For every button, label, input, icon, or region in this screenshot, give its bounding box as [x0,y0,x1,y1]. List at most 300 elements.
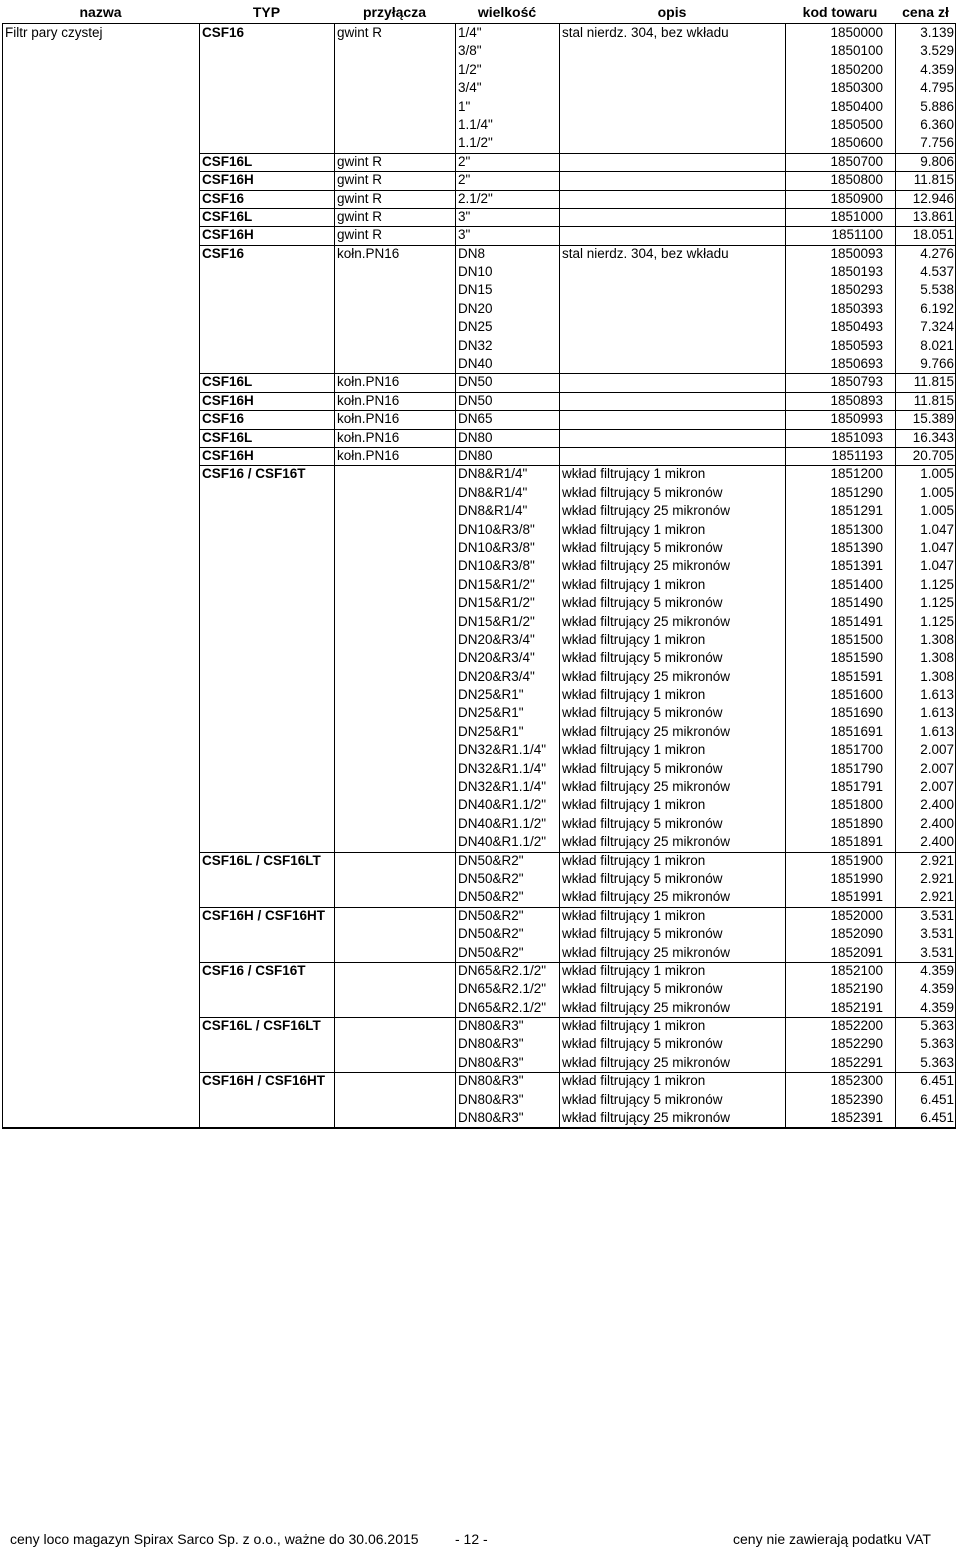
cell-wielkosc: DN32&R1.1/4" [458,779,547,795]
cell-kod-towaru: 1850500 [830,116,883,132]
table-bottom-rule [2,1127,956,1129]
cell-nazwa [2,79,199,97]
cell-przylacza: gwint R [337,190,383,206]
cell-opis: wkład filtrujący 1 mikron [562,521,706,537]
cell-przylacza [334,741,455,759]
cell-typ [199,116,334,134]
table-row [2,649,956,667]
cell-kod-towaru: 1852090 [830,926,883,942]
cell-typ [199,870,334,888]
cell-wielkosc: DN10 [458,264,493,280]
cell-kod-towaru: 1850600 [830,135,883,151]
cell-cena: 4.359 [920,61,954,77]
cell-cena: 2.400 [920,815,954,831]
cell-kod-towaru: 1851390 [830,539,883,555]
cell-przylacza [334,1109,455,1127]
group-divider [199,852,956,853]
cell-cena: 4.359 [920,981,954,997]
cell-cena: 1.047 [920,558,954,574]
cell-nazwa [2,631,199,649]
cell-nazwa [2,594,199,612]
cell-wielkosc: DN80&R3" [458,1018,524,1034]
cell-kod-towaru: 1851093 [830,429,883,445]
cell-przylacza [334,1054,455,1072]
cell-wielkosc: 3" [458,208,471,224]
cell-nazwa [2,944,199,962]
cell-kod-towaru: 1852290 [830,1036,883,1052]
table-row [2,355,956,373]
cell-opis [559,208,785,226]
table-row [2,741,956,759]
cell-nazwa [2,778,199,796]
cell-wielkosc: 3/4" [458,80,482,96]
cell-kod-towaru: 1851391 [830,558,883,574]
cell-wielkosc: DN80&R3" [458,1036,524,1052]
cell-opis: wkład filtrujący 1 mikron [562,687,706,703]
cell-nazwa [2,484,199,502]
group-divider [199,245,956,246]
cell-opis [559,134,785,152]
cell-nazwa: Filtr pary czystej [5,25,103,40]
table-row [2,502,956,520]
cell-cena: 1.125 [920,595,954,611]
cell-typ [199,613,334,631]
cell-kod-towaru: 1850593 [830,337,883,353]
cell-przylacza [334,944,455,962]
cell-nazwa [2,723,199,741]
cell-opis [559,447,785,465]
cell-wielkosc: DN80&R3" [458,1073,524,1089]
cell-przylacza [334,594,455,612]
cell-typ [199,263,334,281]
cell-nazwa [2,355,199,373]
table-row [2,980,956,998]
cell-wielkosc: DN8&R1/4" [458,484,528,500]
table-row [2,281,956,299]
cell-nazwa [2,833,199,851]
cell-wielkosc: DN50&R2" [458,870,524,886]
cell-cena: 6.451 [920,1073,954,1089]
cell-cena: 1.047 [920,521,954,537]
cell-kod-towaru: 1851990 [830,870,883,886]
cell-wielkosc: DN50&R2" [458,926,524,942]
cell-wielkosc: DN32&R1.1/4" [458,760,547,776]
table-row [2,907,956,925]
cell-cena: 2.400 [920,834,954,850]
cell-wielkosc: 1.1/4" [458,116,493,132]
cell-kod-towaru: 1851700 [830,742,883,758]
cell-opis [559,153,785,171]
cell-wielkosc: DN10&R3/8" [458,521,535,537]
cell-wielkosc: DN25&R1" [458,687,524,703]
cell-typ [199,1109,334,1127]
cell-typ: CSF16 [202,190,245,206]
group-divider [199,392,956,393]
cell-wielkosc: DN8 [458,245,486,261]
header-nazwa: nazwa [79,4,122,20]
cell-nazwa [2,760,199,778]
cell-typ: CSF16 [202,25,245,40]
cell-przylacza [334,557,455,575]
cell-nazwa [2,962,199,980]
cell-kod-towaru: 1852300 [830,1073,883,1089]
column-rule [2,24,3,1127]
cell-nazwa [2,888,199,906]
cell-typ [199,576,334,594]
cell-kod-towaru: 1851291 [830,503,883,519]
cell-przylacza [334,355,455,373]
table-row [2,465,956,483]
cell-wielkosc: DN15&R1/2" [458,613,535,629]
table-row [2,944,956,962]
cell-opis: wkład filtrujący 25 mikronów [562,999,731,1015]
cell-wielkosc: DN50 [458,392,493,408]
footer-vat-note: ceny nie zawierają podatku VAT [733,1531,931,1547]
cell-nazwa [2,281,199,299]
cell-nazwa [2,852,199,870]
cell-opis: wkład filtrujący 5 mikronów [562,815,723,831]
cell-opis: wkład filtrujący 1 mikron [562,852,706,868]
cell-cena: 4.276 [920,245,954,261]
cell-kod-towaru: 1852000 [830,907,883,923]
cell-kod-towaru: 1851193 [831,447,883,463]
cell-typ: CSF16L [202,374,253,390]
cell-cena: 3.529 [920,43,954,59]
cell-typ: CSF16 / CSF16T [202,962,306,978]
cell-opis: wkład filtrujący 5 mikronów [562,595,723,611]
table-row [2,557,956,575]
cell-cena: 1.613 [920,723,954,739]
price-table [2,2,956,1127]
cell-nazwa [2,557,199,575]
cell-typ [199,300,334,318]
cell-nazwa [2,300,199,318]
cell-przylacza [334,962,455,980]
cell-cena: 3.139 [920,25,954,40]
cell-nazwa [2,318,199,336]
cell-typ: CSF16 [202,245,245,261]
cell-typ [199,925,334,943]
cell-przylacza [334,263,455,281]
cell-cena: 1.125 [920,576,954,592]
cell-kod-towaru: 1850300 [830,80,883,96]
cell-opis [559,79,785,97]
cell-wielkosc: DN40&R1.1/2" [458,797,547,813]
cell-typ [199,61,334,79]
cell-nazwa [2,465,199,483]
cell-kod-towaru: 1851691 [830,723,883,739]
cell-opis: wkład filtrujący 5 mikronów [562,539,723,555]
cell-kod-towaru: 1850200 [830,61,883,77]
cell-nazwa [2,1035,199,1053]
cell-nazwa [2,61,199,79]
cell-typ [199,1091,334,1109]
cell-przylacza: gwint R [337,227,383,243]
cell-typ: CSF16 / CSF16T [202,466,306,482]
cell-typ [199,649,334,667]
cell-cena: 15.389 [912,411,954,427]
cell-wielkosc: 1" [458,98,471,114]
cell-wielkosc: DN32 [458,337,493,353]
cell-przylacza [334,1091,455,1109]
header-cena: cena zł [902,4,949,20]
cell-wielkosc: DN32&R1.1/4" [458,742,547,758]
cell-cena: 4.795 [920,80,954,96]
cell-opis: wkład filtrujący 1 mikron [562,466,706,482]
cell-typ [199,502,334,520]
cell-wielkosc: DN40&R1.1/2" [458,834,547,850]
table-row [2,208,956,226]
cell-przylacza [334,98,455,116]
cell-cena: 2.921 [920,889,954,905]
cell-cena: 1.308 [920,631,954,647]
cell-opis [559,171,785,189]
cell-kod-towaru: 1852100 [830,962,883,978]
cell-opis: wkład filtrujący 1 mikron [562,631,706,647]
cell-cena: 5.363 [920,1036,954,1052]
cell-cena: 1.613 [920,705,954,721]
cell-cena: 4.359 [920,999,954,1015]
cell-typ [199,668,334,686]
cell-wielkosc: DN50&R2" [458,944,524,960]
cell-nazwa [2,649,199,667]
cell-nazwa [2,134,199,152]
table-row [2,704,956,722]
group-divider [199,226,956,227]
table-row [2,245,956,263]
cell-opis [559,337,785,355]
cell-opis: wkład filtrujący 5 mikronów [562,760,723,776]
cell-opis [559,226,785,244]
cell-przylacza [334,723,455,741]
cell-cena: 18.051 [912,227,954,243]
cell-przylacza: kołn.PN16 [337,411,400,427]
cell-przylacza [334,668,455,686]
cell-nazwa [2,447,199,465]
cell-nazwa [2,226,199,244]
cell-nazwa [2,999,199,1017]
cell-nazwa [2,208,199,226]
cell-przylacza [334,778,455,796]
cell-przylacza: kołn.PN16 [337,447,400,463]
table-row [2,1072,956,1090]
cell-opis: wkład filtrujący 25 mikronów [562,834,731,850]
footer-validity-note: ceny loco magazyn Spirax Sarco Sp. z o.o., ważne do 30.06.2015 [10,1531,419,1547]
cell-wielkosc: 2" [458,172,471,188]
cell-kod-towaru: 1851890 [830,815,883,831]
cell-przylacza [334,539,455,557]
table-row [2,134,956,152]
cell-cena: 13.861 [912,208,954,224]
cell-przylacza [334,484,455,502]
cell-opis: wkład filtrujący 1 mikron [562,742,706,758]
cell-przylacza: kołn.PN16 [337,374,400,390]
cell-opis: wkład filtrujący 5 mikronów [562,484,723,500]
cell-przylacza [334,318,455,336]
column-rule [559,24,560,1127]
cell-wielkosc: 1/2" [458,61,482,77]
cell-opis [559,263,785,281]
cell-przylacza [334,686,455,704]
cell-nazwa [2,925,199,943]
cell-wielkosc: DN8&R1/4" [458,466,528,482]
cell-typ [199,760,334,778]
cell-wielkosc: DN40 [458,356,493,372]
cell-cena: 3.531 [920,944,954,960]
cell-przylacza [334,760,455,778]
table-row [2,171,956,189]
cell-wielkosc: DN25 [458,319,493,335]
cell-typ [199,815,334,833]
cell-cena: 1.308 [920,668,954,684]
cell-nazwa [2,1017,199,1035]
table-row [2,925,956,943]
table-row [2,226,956,244]
cell-przylacza [334,337,455,355]
cell-cena: 7.756 [920,135,954,151]
cell-opis: wkład filtrujący 1 mikron [562,962,706,978]
cell-wielkosc: DN50&R2" [458,852,524,868]
header-kod-towaru: kod towaru [802,4,878,20]
cell-przylacza: gwint R [337,153,383,169]
cell-typ [199,318,334,336]
table-row [2,870,956,888]
table-row [2,631,956,649]
cell-cena: 3.531 [920,907,954,923]
cell-kod-towaru: 1851500 [830,631,883,647]
cell-typ [199,796,334,814]
column-rule [955,24,956,1127]
cell-opis: wkład filtrujący 1 mikron [562,1073,706,1089]
cell-cena: 8.021 [920,337,954,353]
table-row [2,42,956,60]
cell-cena: 2.921 [920,852,954,868]
cell-typ [199,594,334,612]
cell-typ: CSF16H / CSF16HT [202,907,326,923]
cell-wielkosc: DN20&R3/4" [458,650,535,666]
cell-nazwa [2,42,199,60]
cell-cena: 12.946 [912,190,954,206]
cell-typ [199,1054,334,1072]
cell-cena: 9.766 [920,356,954,372]
cell-kod-towaru: 1851791 [830,779,883,795]
cell-kod-towaru: 1851891 [830,834,883,850]
cell-kod-towaru: 1852390 [830,1091,883,1107]
table-row [2,1035,956,1053]
cell-nazwa [2,98,199,116]
cell-wielkosc: DN50&R2" [458,889,524,905]
cell-opis: wkład filtrujący 25 mikronów [562,723,731,739]
column-rule [455,24,456,1127]
cell-nazwa [2,190,199,208]
cell-nazwa [2,815,199,833]
table-row [2,1017,956,1035]
cell-kod-towaru: 1850693 [830,356,883,372]
cell-typ: CSF16H / CSF16HT [202,1073,326,1089]
cell-cena: 1.308 [920,650,954,666]
table-row [2,521,956,539]
cell-nazwa [2,704,199,722]
cell-typ: CSF16L / CSF16LT [202,852,321,868]
cell-cena: 1.005 [920,484,954,500]
cell-wielkosc: DN15&R1/2" [458,595,535,611]
cell-cena: 2.921 [920,870,954,886]
cell-nazwa [2,668,199,686]
cell-opis: wkład filtrujący 25 mikronów [562,558,731,574]
table-row [2,300,956,318]
table-row [2,318,956,336]
group-divider [199,373,956,374]
cell-wielkosc: DN80 [458,447,493,463]
cell-przylacza [334,925,455,943]
cell-opis: wkład filtrujący 5 mikronów [562,981,723,997]
cell-nazwa [2,613,199,631]
cell-opis: wkład filtrujący 25 mikronów [562,613,731,629]
cell-nazwa [2,980,199,998]
cell-cena: 2.007 [920,779,954,795]
cell-przylacza [334,613,455,631]
cell-kod-towaru: 1850493 [830,319,883,335]
table-header [2,2,956,24]
cell-przylacza: kołn.PN16 [337,392,400,408]
table-row [2,833,956,851]
cell-cena: 5.363 [920,1054,954,1070]
group-divider [199,1017,956,1018]
cell-typ [199,557,334,575]
table-row [2,1054,956,1072]
cell-przylacza: gwint R [337,25,383,40]
cell-cena: 5.886 [920,98,954,114]
cell-nazwa [2,245,199,263]
cell-kod-towaru: 1851690 [830,705,883,721]
cell-wielkosc: DN25&R1" [458,705,524,721]
cell-opis: stal nierdz. 304, bez wkładu [562,25,729,40]
header-wielkosc: wielkość [477,4,537,20]
cell-opis: wkład filtrujący 25 mikronów [562,889,731,905]
cell-opis [559,116,785,134]
group-divider [199,410,956,411]
cell-kod-towaru: 1850100 [830,43,883,59]
cell-opis: wkład filtrujący 25 mikronów [562,944,731,960]
cell-cena: 9.806 [920,153,954,169]
cell-nazwa [2,576,199,594]
cell-typ [199,999,334,1017]
group-divider [199,907,956,908]
table-row [2,61,956,79]
table-row [2,723,956,741]
cell-opis [559,429,785,447]
cell-typ [199,888,334,906]
cell-opis: wkład filtrujący 5 mikronów [562,1091,723,1107]
cell-przylacza [334,870,455,888]
cell-wielkosc: DN80 [458,429,493,445]
cell-wielkosc: DN65&R2.1/2" [458,999,547,1015]
cell-przylacza [334,796,455,814]
group-divider [199,190,956,191]
cell-kod-towaru: 1850893 [830,392,883,408]
cell-wielkosc: DN10&R3/8" [458,539,535,555]
cell-nazwa [2,171,199,189]
table-row [2,429,956,447]
cell-opis [559,373,785,391]
group-divider [199,153,956,154]
cell-nazwa [2,521,199,539]
cell-przylacza [334,815,455,833]
cell-typ [199,833,334,851]
cell-typ: CSF16L [202,208,253,224]
cell-przylacza [334,300,455,318]
table-row [2,392,956,410]
